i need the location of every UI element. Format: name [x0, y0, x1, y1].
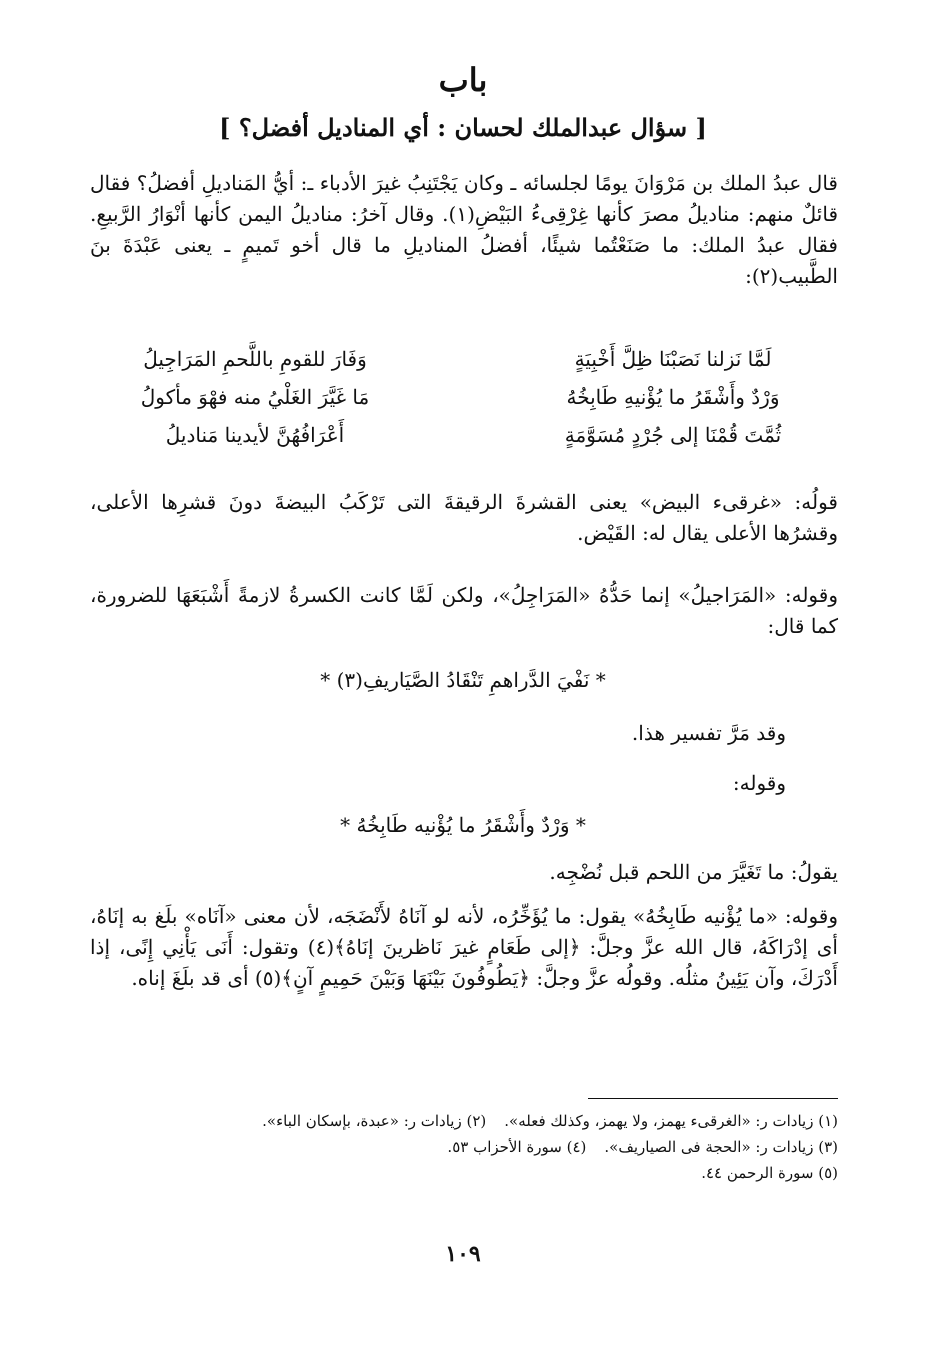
poem-hemistich-first: ثُمَّتَ قُمْنَا إلى جُرْدٍ مُسَوَّمَةٍ — [564, 423, 782, 447]
footnote-divider — [588, 1098, 838, 1099]
text-line-3: يقولُ: ما تَغَيَّرَ من اللحم قبل نُضْجِه. — [549, 860, 838, 884]
footnote-row — [90, 1134, 838, 1160]
footnote: (٢) زيادات ر: «عبدة، بإسكان الباء». — [262, 1112, 487, 1130]
footnote-row — [90, 1108, 838, 1134]
poem — [90, 340, 838, 454]
section-title: [ سؤال عبدالملك لحسان : أي المناديل أفضل؟ ] — [219, 113, 707, 142]
text-line-1: وقد مَرَّ تفسير هذا. — [631, 721, 786, 745]
poem-verse — [90, 416, 838, 454]
text-line-2: وقوله: — [732, 771, 786, 795]
paragraph-3: وقوله: «المَرَاجيلُ» إنما حَدُّهُ «المَرَاجِلُ»، ولكن لَمَّا كانت الكسرةُ لازمةً أَشْبَعَهَا للضرورة، كما قال: — [90, 583, 838, 638]
footnote-row — [90, 1160, 838, 1186]
paragraph-2: قولُه: «غرقىء البيض» يعنى القشرةَ الرقيقةَ التى تَرْكَبُ البيضةَ دونَ قشرِها الأعلى، وقشرُها الأعلى يقال له: القَيْض. — [90, 490, 838, 545]
page-number: ١٠٩ — [445, 1241, 481, 1267]
quoted-verse-2: * وَرْدٌ وأَشْقَرُ ما يُؤْنيه طَابِخُهُ * — [340, 813, 586, 837]
poem-verse — [90, 340, 838, 378]
poem-verse — [90, 378, 838, 416]
footnote: (٥) سورة الرحمن ٤٤. — [701, 1164, 838, 1182]
footnote: (١) زيادات ر: «الغرقىء يهمز، ولا يهمز، وكذلك فعله». — [504, 1112, 838, 1130]
poem-hemistich-first: وَرْدٌ وأَشْقَرُ ما يُؤْنيهِ طَابِخُهُ — [566, 385, 780, 409]
poem-hemistich-second: وَفَارَ للقومِ باللَّحمِ المَرَاجِيلُ — [143, 347, 367, 371]
poem-hemistich-second: أَعْرَافُهُنَّ لأيدينا مَناديلُ — [165, 423, 345, 447]
paragraph-explanation: وقوله: «ما يُؤْنيه طَابِخُهُ» يقول: ما يُؤَخِّرُه، لأنه لو آنَاهُ لأَنْضَجَه، لأن معنى «آنَاه» بلَغ به إنَاهُ، أى إدْرَاكَهُ، قال الله عزَّ وجلَّ: ﴿إلى طَعَامٍ غيرَ نَاظرينَ إنَاهُ﴾(٤) وتقول: أَنَى يَأْنِي إِنًى، إذا أَدْرَكَ، وآن يَئِينُ مثلُه. وقولُه عزَّ وجلَّ: ﴿يَطُوفُونَ بَيْنَهَا وَبَيْنَ حَمِيمٍ آنٍ﴾(٥) أى قد بلَغَ إناه. — [90, 904, 838, 990]
paragraph-1: قال عبدُ الملك بن مَرْوَانَ يومًا لجلسائه ـ وكان يَجْتَنِبُ غيرَ الأدباء ـ: أيُّ المَناديلِ أفضلُ؟ فقال قائلٌ منهم: مناديلُ مصرَ كأنها غِرْقِىءُ البَيْضِ(١). وقال آخرُ: مناديلُ اليمن كأنها أنْوَارُ الرَّبيعِ. فقال عبدُ الملك: ما صَنَعْتُما شيئًا، أفضلُ المناديلِ ما قال أخو تَميمٍ ـ يعنى عَبْدَةَ بنَ الطَّبيب(٢): — [90, 171, 839, 288]
quoted-verse-1: * نَفْيَ الدَّراهمِ تَنْقَادُ الصَّيَاريفِ(٣) * — [320, 668, 606, 692]
footnote: (٣) زيادات ر: «الحجة فى الصياريف». — [604, 1138, 838, 1156]
poem-hemistich-second: مَا غَيَّرَ الغَلْيُ منه فهْوَ مأكولُ — [140, 385, 370, 409]
footnote: (٤) سورة الأحزاب ٥٣. — [447, 1138, 587, 1156]
chapter-title: باب — [438, 61, 488, 99]
poem-hemistich-first: لَمَّا نَزلنا نَصَبْنَا ظِلَّ أَخْبِيَةٍ — [574, 347, 772, 371]
footnotes — [90, 1108, 838, 1186]
